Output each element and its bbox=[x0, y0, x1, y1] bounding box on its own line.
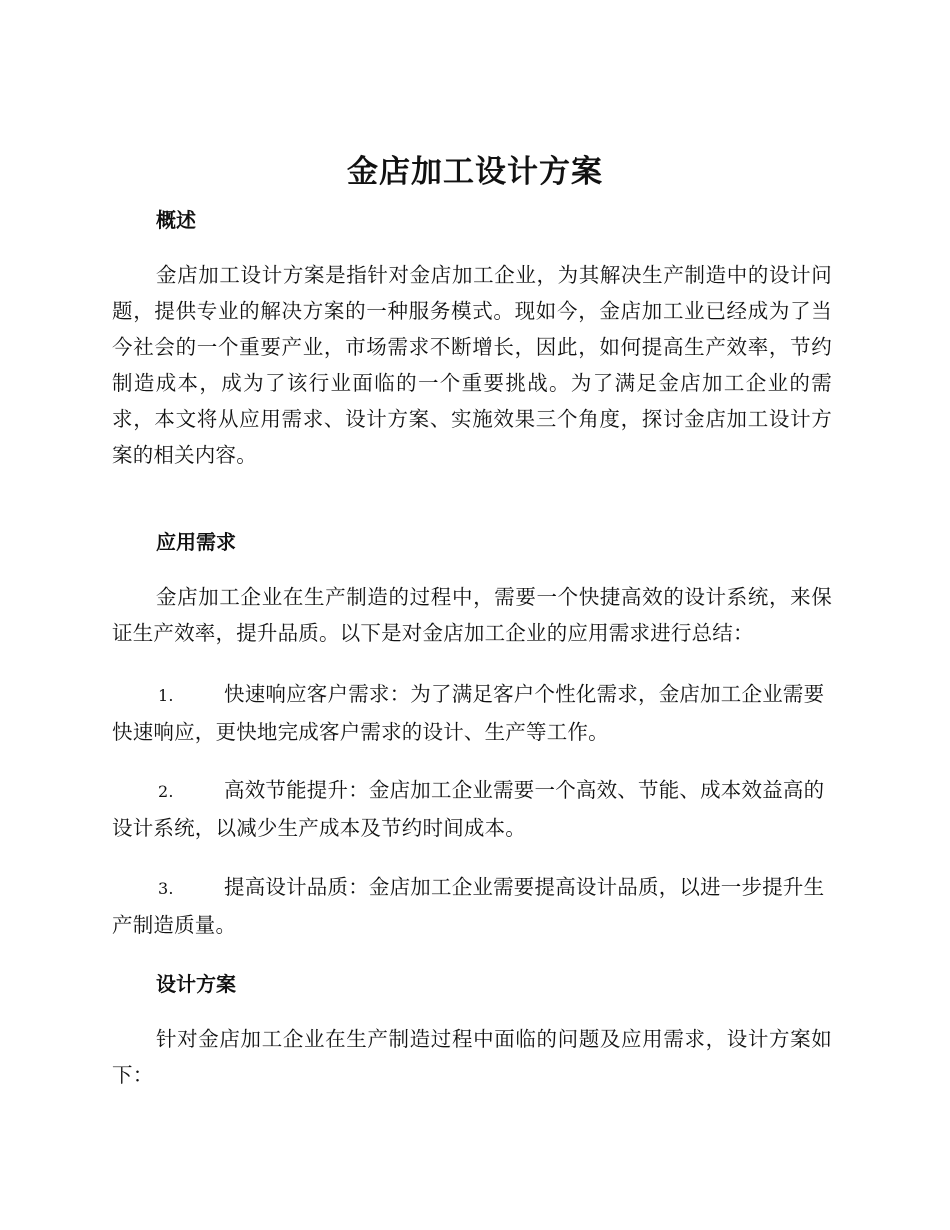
requirements-paragraph: 金店加工企业在生产制造的过程中，需要一个快捷高效的设计系统，来保证生产效率，提升品质。以下是对金店加工企业的应用需求进行总结： bbox=[112, 585, 832, 645]
list-item-text: 提高设计品质：金店加工企业需要提高设计品质，以进一步提升生产制造质量。 bbox=[112, 875, 825, 937]
section-heading-design: 设计方案 bbox=[156, 972, 236, 996]
document-title: 金店加工设计方案 bbox=[347, 154, 603, 190]
section-heading-requirements: 应用需求 bbox=[156, 530, 236, 554]
list-item bbox=[112, 869, 832, 943]
list-item-number: 2. bbox=[158, 782, 174, 801]
design-paragraph: 针对金店加工企业在生产制造过程中面临的问题及应用需求，设计方案如下： bbox=[112, 1027, 832, 1087]
section-heading-overview: 概述 bbox=[156, 208, 196, 232]
list-item bbox=[112, 772, 832, 846]
list-item-text: 高效节能提升：金店加工企业需要一个高效、节能、成本效益高的设计系统，以减少生产成本及节约时间成本。 bbox=[112, 778, 825, 840]
list-item-number: 3. bbox=[158, 879, 174, 898]
list-item-text: 快速响应客户需求：为了满足客户个性化需求，金店加工企业需要快速响应，更快地完成客户需求的设计、生产等工作。 bbox=[112, 682, 825, 744]
list-item-number: 1. bbox=[158, 686, 174, 705]
list-item bbox=[112, 676, 832, 750]
overview-paragraph: 金店加工设计方案是指针对金店加工企业，为其解决生产制造中的设计问题，提供专业的解决方案的一种服务模式。现如今，金店加工业已经成为了当今社会的一个重要产业，市场需求不断增长，因此，如何提高生产效率，节约制造成本，成为了该行业面临的一个重要挑战。为了满足金店加工企业的需求，本文将从应用需求、设计方案、实施效果三个角度，探讨金店加工设计方案的相关内容。 bbox=[112, 263, 832, 467]
